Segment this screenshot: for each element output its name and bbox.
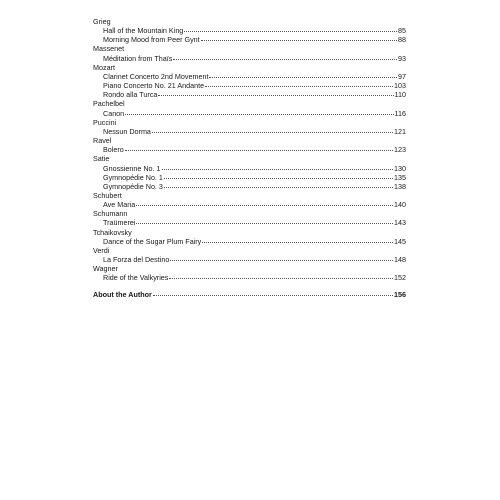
composer-heading: Schumann <box>93 209 128 219</box>
page-number: 103 <box>394 81 406 91</box>
toc-entry[interactable] <box>93 273 406 282</box>
dot-leader <box>209 71 397 78</box>
page-number: 97 <box>398 71 406 81</box>
composer-heading: Mozart <box>93 62 115 72</box>
page-number: 143 <box>394 218 406 228</box>
toc-entry[interactable] <box>93 54 406 63</box>
entry-title: Ave Maria <box>103 200 136 210</box>
entry-title: Nessun Dorma <box>103 126 151 136</box>
toc-entry[interactable] <box>93 182 406 191</box>
page-number: 110 <box>394 90 406 100</box>
page-number: 148 <box>394 255 406 265</box>
entry-title: La Forza del Destino <box>103 255 170 265</box>
dot-leader <box>162 163 393 170</box>
dot-leader <box>136 199 393 206</box>
dot-leader <box>164 172 393 179</box>
entry-title: Gymnopédie No. 1 <box>103 172 163 182</box>
toc-entry[interactable] <box>93 109 406 118</box>
page-number: 123 <box>394 145 406 155</box>
page-number: 88 <box>398 35 406 45</box>
entry-title: Dance of the Sugar Plum Fairy <box>103 236 202 246</box>
toc-entry[interactable] <box>93 255 406 264</box>
composer-heading: Grieg <box>93 17 111 26</box>
dot-leader <box>152 126 393 133</box>
composer-heading: Wagner <box>93 264 118 274</box>
page-number: 156 <box>394 289 406 299</box>
page-number: 145 <box>394 236 406 246</box>
dot-leader <box>164 181 393 188</box>
entry-title: Piano Concerto No. 21 Andante <box>103 81 205 91</box>
entry-title: About the Author <box>93 289 152 299</box>
dot-leader <box>169 272 393 279</box>
entry-title: Clarinet Concerto 2nd Movement <box>103 71 209 81</box>
dot-leader <box>125 144 393 151</box>
dot-leader <box>170 254 393 261</box>
entry-title: Bolero <box>103 145 124 155</box>
page-number: 130 <box>394 163 406 173</box>
dot-leader <box>158 89 393 96</box>
toc-entry[interactable] <box>93 200 406 209</box>
toc-entry[interactable] <box>93 290 406 299</box>
toc-entry[interactable] <box>93 35 406 44</box>
entry-title: Hall of the Mountain King <box>103 26 184 36</box>
dot-leader <box>205 80 393 87</box>
dot-leader <box>184 25 397 32</box>
dot-leader <box>202 236 393 243</box>
entry-title: Méditation from Thaïs <box>103 53 173 63</box>
dot-leader <box>173 53 397 60</box>
entry-title: Traümerei <box>103 218 136 228</box>
toc-entry[interactable] <box>93 218 406 227</box>
entry-title: Ride of the Valkyries <box>103 273 169 283</box>
dot-leader <box>201 34 397 41</box>
dot-leader <box>125 108 393 115</box>
page-number: 135 <box>394 172 406 182</box>
toc-entry[interactable] <box>93 237 406 246</box>
dot-leader <box>136 217 393 224</box>
dot-leader <box>153 289 393 296</box>
table-of-contents <box>93 17 406 299</box>
composer-heading: Ravel <box>93 136 112 146</box>
composer-heading: Pachelbel <box>93 99 125 109</box>
entry-title: Rondo alla Turca <box>103 90 158 100</box>
composer-heading: Tchaikovsky <box>93 227 132 237</box>
page-number: 140 <box>394 200 406 210</box>
page-number: 93 <box>398 53 406 63</box>
entry-title: Canon <box>103 108 125 118</box>
composer-heading: Schubert <box>93 190 122 200</box>
entry-title: Gnossienne No. 1 <box>103 163 161 173</box>
entry-title: Gymnopédie No. 3 <box>103 181 163 191</box>
composer-heading: Verdi <box>93 245 110 255</box>
page-number: 85 <box>398 26 406 36</box>
toc-entry[interactable] <box>93 145 406 154</box>
page-number: 152 <box>394 273 406 283</box>
composer-heading: Satie <box>93 154 110 164</box>
entry-title: Morning Mood from Peer Gynt <box>103 35 200 45</box>
page-number: 121 <box>394 126 406 136</box>
toc-entry[interactable] <box>93 90 406 99</box>
composer-heading: Massenet <box>93 44 125 54</box>
page-number: 138 <box>394 181 406 191</box>
page-number: 116 <box>394 108 406 118</box>
toc-entry[interactable] <box>93 127 406 136</box>
composer-heading: Puccini <box>93 117 117 127</box>
